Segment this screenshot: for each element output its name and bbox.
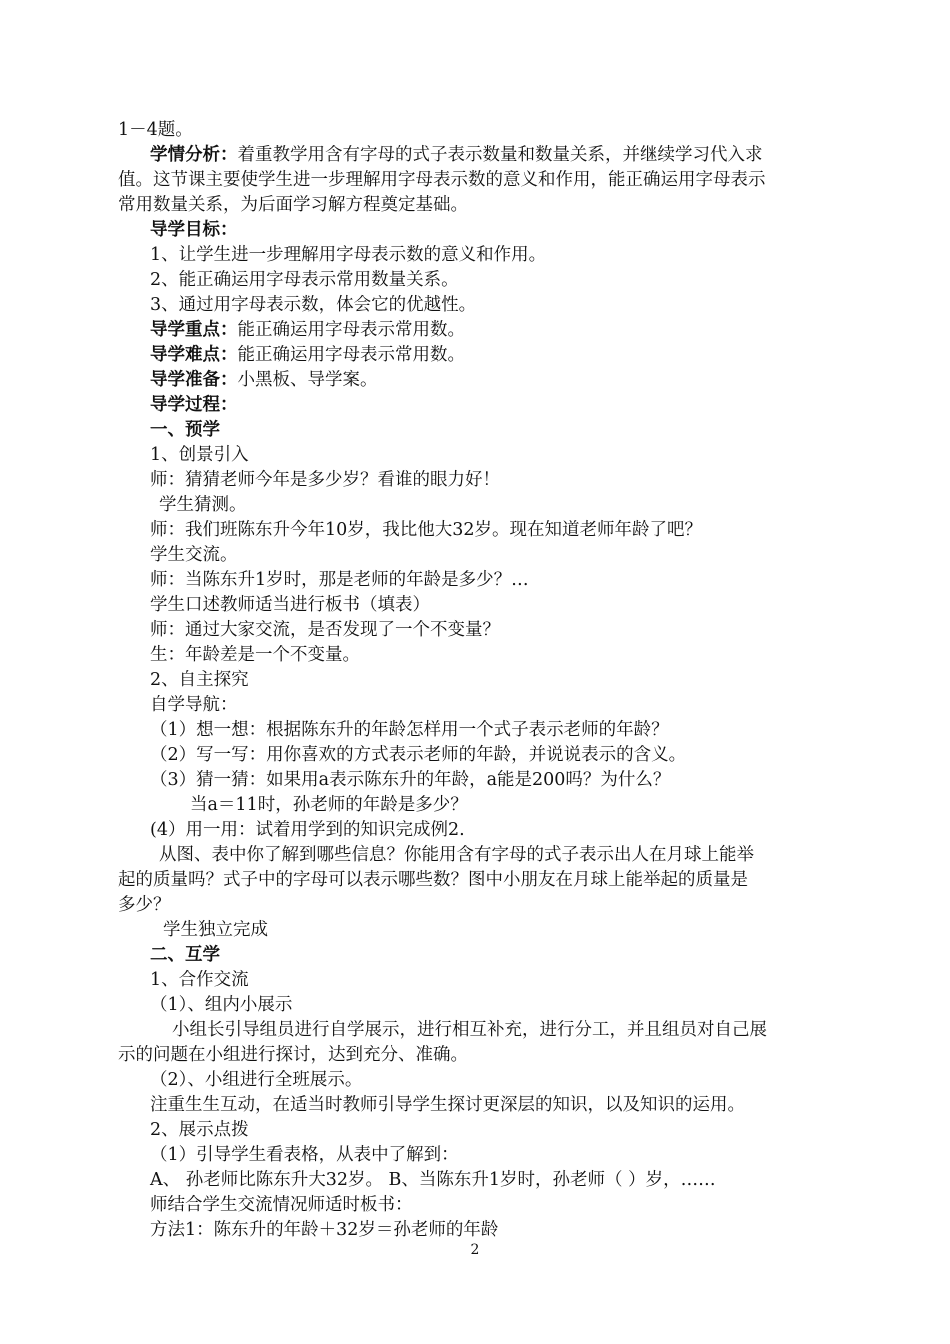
- text-line: 1、创景引入: [150, 445, 249, 465]
- heading-label: 导学过程：: [150, 395, 238, 415]
- text-line: 常用数量关系，为后面学习解方程奠定基础。: [118, 195, 468, 215]
- text-line: 3、通过用字母表示数，体会它的优越性。: [150, 295, 477, 315]
- text-line: （3）猜一猜：如果用a表示陈东升的年龄，a能是200吗？为什么？: [150, 770, 671, 790]
- text-line: 导学准备：小黑板、导学案。: [150, 370, 378, 390]
- text-line: 1－4题。: [118, 120, 193, 140]
- text-line: 注重生生互动，在适当时教师引导学生探讨更深层的知识，以及知识的运用。: [150, 1095, 745, 1115]
- text-line: (4）用一用：试着用学到的知识完成例2.: [150, 820, 465, 840]
- text-line: A、 孙老师比陈东升大32岁。 B、当陈东升1岁时，孙老师（ ）岁，……: [150, 1170, 716, 1190]
- page-number: 2: [470, 1242, 480, 1258]
- text-line: [150, 393, 238, 417]
- text-line: 学生口述教师适当进行板书（填表）: [150, 595, 430, 615]
- text-line: [150, 218, 238, 242]
- heading-label: 导学准备：: [150, 370, 238, 390]
- text-line: 1、让学生进一步理解用字母表示数的意义和作用。: [150, 245, 547, 265]
- text-line: 值。这节课主要使学生进一步理解用字母表示数的意义和作用，能正确运用字母表示: [118, 170, 766, 190]
- text-line: 师结合学生交流情况师适时板书：: [150, 1195, 413, 1215]
- heading-label: 学情分析：: [150, 145, 238, 165]
- text-line: 从图、表中你了解到哪些信息？你能用含有字母的式子表示出人在月球上能举: [159, 845, 754, 865]
- text-line: 师：当陈东升1岁时，那是老师的年龄是多少？…: [150, 570, 529, 590]
- text-line: [150, 943, 220, 967]
- text-line: 师：通过大家交流，是否发现了一个不变量？: [150, 620, 500, 640]
- text-line: 2、自主探究: [150, 670, 249, 690]
- text-line: 2、展示点拨: [150, 1120, 249, 1140]
- heading-label: 一、预学: [150, 420, 220, 440]
- text-line: （1）、组内小展示: [150, 995, 293, 1015]
- text-line: 自学导航：: [150, 695, 238, 715]
- heading-label: 二、互学: [150, 945, 220, 965]
- text-line: 导学重点：能正确运用字母表示常用数。: [150, 320, 465, 340]
- text-line: 导学难点：能正确运用字母表示常用数。: [150, 345, 465, 365]
- text-line: [150, 418, 220, 442]
- heading-label: 导学难点：: [150, 345, 238, 365]
- text-line: 小组长引导组员进行自学展示，进行相互补充，进行分工，并且组员对自己展: [172, 1020, 767, 1040]
- text-line: （2）写一写：用你喜欢的方式表示老师的年龄，并说说表示的含义。: [150, 745, 687, 765]
- text-line: （2）、小组进行全班展示。: [150, 1070, 363, 1090]
- text-line: （1）引导学生看表格，从表中了解到：: [150, 1145, 459, 1165]
- text-line: 起的质量吗？式子中的字母可以表示哪些数？图中小朋友在月球上能举起的质量是: [118, 870, 748, 890]
- text-line: 生：年龄差是一个不变量。: [150, 645, 360, 665]
- heading-label: 导学重点：: [150, 320, 238, 340]
- text-line: 师：我们班陈东升今年10岁，我比他大32岁。现在知道老师年龄了吧？: [150, 520, 703, 540]
- text-line: 学生交流。: [150, 545, 238, 565]
- text-line: 当a＝11时，孙老师的年龄是多少？: [190, 795, 468, 815]
- text-line: 学生独立完成: [163, 920, 268, 940]
- text-line: 师：猜猜老师今年是多少岁？看谁的眼力好！: [150, 470, 500, 490]
- text-line: 多少？: [118, 895, 171, 915]
- text-line: 学情分析：着重教学用含有字母的式子表示数量和数量关系，并继续学习代入求: [150, 145, 763, 165]
- text-line: 1、合作交流: [150, 970, 249, 990]
- text-line: 2、能正确运用字母表示常用数量关系。: [150, 270, 459, 290]
- text-line: （1）想一想：根据陈东升的年龄怎样用一个式子表示老师的年龄？: [150, 720, 669, 740]
- heading-label: 导学目标：: [150, 220, 238, 240]
- text-line: 示的问题在小组进行探讨，达到充分、准确。: [118, 1045, 468, 1065]
- text-line: 学生猜测。: [159, 495, 247, 515]
- text-line: 方法1：陈东升的年龄＋32岁＝孙老师的年龄: [150, 1220, 499, 1240]
